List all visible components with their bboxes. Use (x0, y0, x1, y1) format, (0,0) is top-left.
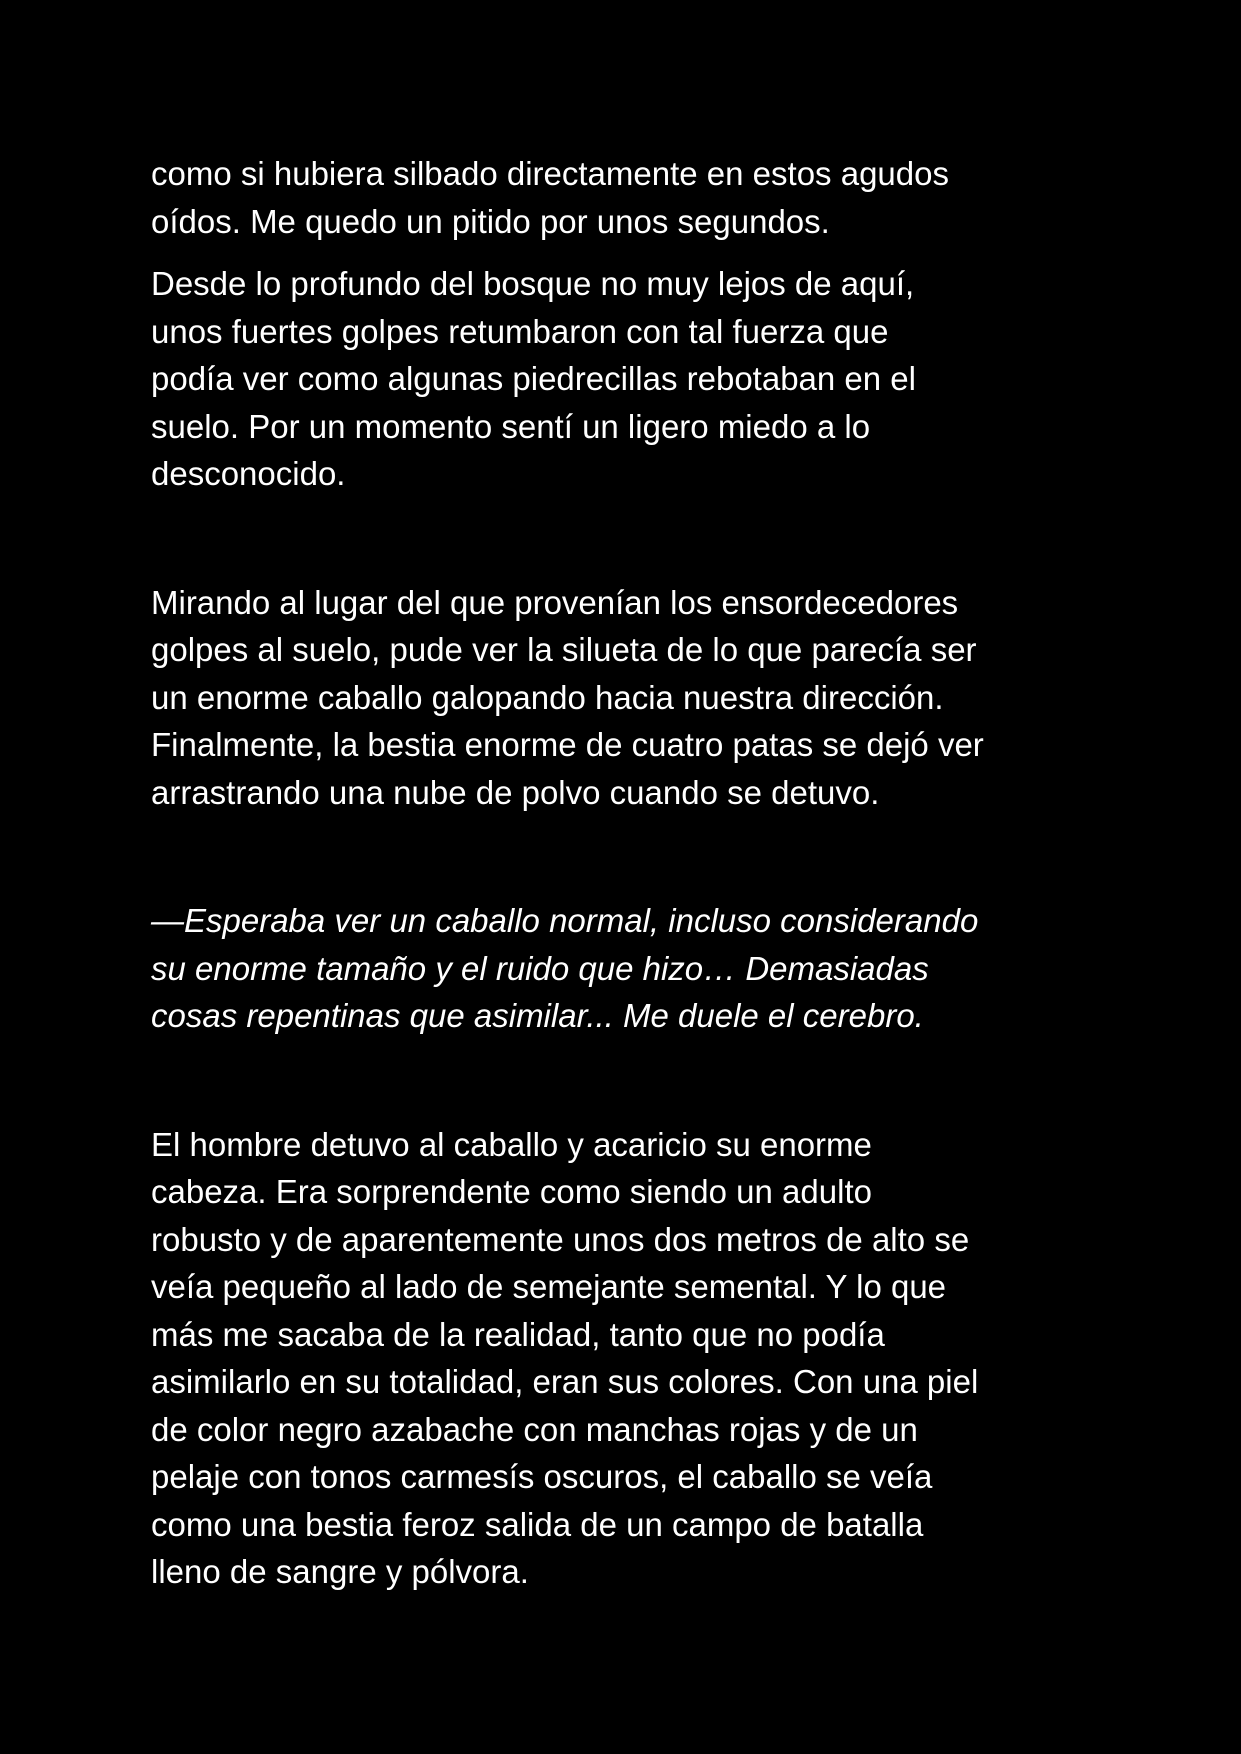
text-line: oídos. Me quedo un pitido por unos segundos. (151, 202, 830, 240)
text-line: cabeza. Era sorprendente como siendo un adulto (151, 1173, 872, 1210)
paragraph-spacer (151, 245, 1111, 260)
paragraph-5 (151, 1121, 1111, 1596)
text-line: veía pequeño al lado de semejante semental. Y lo que (151, 1268, 947, 1305)
paragraph-1 (151, 150, 1111, 245)
text-line: cosas repentinas que asimilar... Me duele el cerebro. (151, 997, 924, 1034)
paragraph-spacer (151, 1040, 1111, 1121)
paragraph-spacer (151, 816, 1111, 897)
text-line: Finalmente, la bestia enorme de cuatro patas se dejó ver (151, 726, 984, 763)
text-line: —Esperaba ver un caballo normal, incluso considerando (151, 902, 979, 939)
text-line: El hombre detuvo al caballo y acaricio su enorme (151, 1125, 872, 1163)
paragraph-spacer (151, 498, 1111, 579)
text-line: golpes al suelo, pude ver la silueta de lo que parecía ser (151, 631, 977, 668)
text-line: como si hubiera silbado directamente en estos agudos (151, 155, 949, 192)
text-line: arrastrando una nube de polvo cuando se detuvo. (151, 773, 880, 811)
text-line: pelaje con tonos carmesís oscuros, el caballo se veía (151, 1458, 933, 1495)
paragraph-3 (151, 579, 1111, 817)
text-line: unos fuertes golpes retumbaron con tal fuerza que (151, 312, 889, 350)
text-line: robusto y de aparentemente unos dos metros de alto se (151, 1220, 970, 1258)
text-line: su enorme tamaño y el ruido que hizo… Demasiadas (151, 949, 929, 987)
text-line: desconocido. (151, 455, 346, 492)
text-line: podía ver como algunas piedrecillas rebotaban en el (151, 360, 916, 397)
document-body (151, 150, 1111, 1596)
text-line: como una bestia feroz salida de un campo de batalla (151, 1505, 924, 1543)
text-line: de color negro azabache con manchas rojas y de un (151, 1410, 918, 1448)
text-line: lleno de sangre y pólvora. (151, 1553, 529, 1590)
paragraph-2 (151, 260, 1111, 498)
text-line: Mirando al lugar del que provenían los ensordecedores (151, 583, 959, 621)
text-line: asimilarlo en su totalidad, eran sus colores. Con una piel (151, 1363, 979, 1400)
text-line: suelo. Por un momento sentí un ligero miedo a lo (151, 407, 871, 445)
text-line: más me sacaba de la realidad, tanto que no podía (151, 1315, 885, 1353)
dialogue-paragraph (151, 897, 1111, 1040)
text-line: un enorme caballo galopando hacia nuestra dirección. (151, 678, 944, 716)
text-line: Desde lo profundo del bosque no muy lejos de aquí, (151, 265, 915, 302)
